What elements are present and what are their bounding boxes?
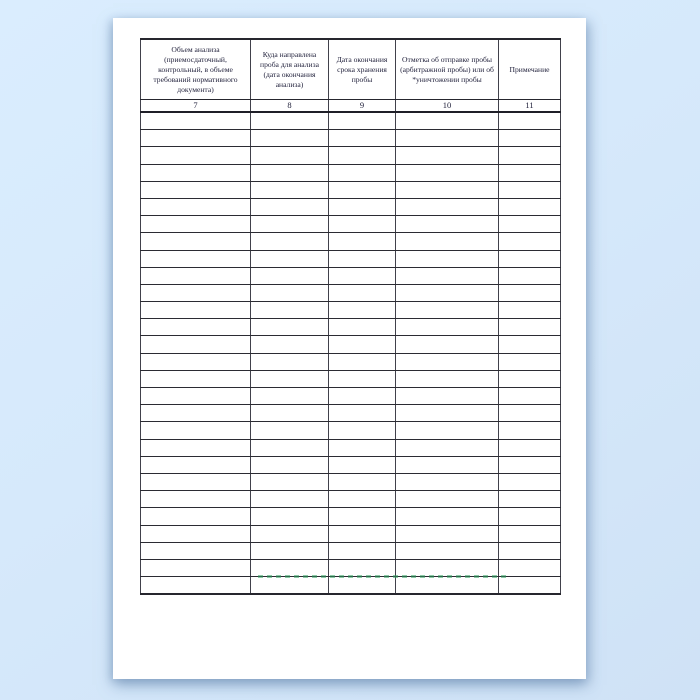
empty-cell [251, 388, 329, 405]
empty-cell [396, 508, 499, 525]
empty-cell [251, 112, 329, 130]
empty-cell [329, 542, 396, 559]
empty-cell [396, 233, 499, 250]
empty-cell [329, 439, 396, 456]
empty-data-row [141, 216, 561, 233]
empty-cell [499, 233, 561, 250]
empty-cell [499, 473, 561, 490]
empty-data-row [141, 456, 561, 473]
column-header-11: Примечание [499, 39, 561, 100]
empty-cell [251, 233, 329, 250]
empty-cell [329, 164, 396, 181]
empty-cell [329, 559, 396, 576]
empty-cell [141, 267, 251, 284]
empty-cell [329, 405, 396, 422]
empty-data-row [141, 353, 561, 370]
empty-cell [329, 525, 396, 542]
empty-cell [396, 164, 499, 181]
empty-data-row [141, 577, 561, 595]
empty-cell [396, 267, 499, 284]
empty-cell [141, 130, 251, 147]
empty-cell [251, 164, 329, 181]
empty-cell [141, 422, 251, 439]
empty-cell [329, 577, 396, 595]
empty-cell [141, 302, 251, 319]
empty-cell [396, 577, 499, 595]
column-header-9: Дата окончания срока хранения пробы [329, 39, 396, 100]
empty-data-row [141, 370, 561, 387]
empty-data-row [141, 388, 561, 405]
empty-cell [396, 130, 499, 147]
empty-cell [141, 233, 251, 250]
empty-cell [141, 439, 251, 456]
empty-cell [141, 250, 251, 267]
empty-cell [499, 336, 561, 353]
empty-cell [499, 491, 561, 508]
empty-data-row [141, 559, 561, 576]
empty-cell [396, 216, 499, 233]
column-number-7: 7 [141, 100, 251, 113]
empty-data-row [141, 284, 561, 301]
empty-cell [499, 508, 561, 525]
empty-cell [499, 577, 561, 595]
empty-cell [251, 422, 329, 439]
empty-cell [141, 525, 251, 542]
empty-cell [396, 525, 499, 542]
empty-cell [499, 439, 561, 456]
empty-cell [329, 353, 396, 370]
empty-cell [141, 336, 251, 353]
empty-cell [251, 456, 329, 473]
empty-cell [499, 216, 561, 233]
column-header-10: Отметка об отправке пробы (арбитражной пробы) или об *уничтожении пробы [396, 39, 499, 100]
column-number-9: 9 [329, 100, 396, 113]
empty-cell [251, 284, 329, 301]
empty-cell [329, 388, 396, 405]
empty-cell [251, 336, 329, 353]
table-header-row [141, 39, 561, 100]
empty-cell [396, 405, 499, 422]
empty-cell [499, 422, 561, 439]
empty-cell [141, 473, 251, 490]
empty-cell [396, 112, 499, 130]
empty-data-row [141, 422, 561, 439]
empty-cell [396, 319, 499, 336]
empty-cell [251, 181, 329, 198]
empty-cell [251, 370, 329, 387]
empty-cell [251, 302, 329, 319]
empty-data-row [141, 250, 561, 267]
empty-cell [499, 542, 561, 559]
empty-cell [499, 353, 561, 370]
empty-cell [251, 319, 329, 336]
empty-data-row [141, 198, 561, 215]
empty-cell [329, 336, 396, 353]
empty-cell [499, 267, 561, 284]
empty-cell [251, 439, 329, 456]
empty-cell [499, 112, 561, 130]
empty-cell [396, 336, 499, 353]
empty-cell [329, 319, 396, 336]
empty-cell [396, 388, 499, 405]
empty-data-row [141, 439, 561, 456]
empty-cell [499, 164, 561, 181]
empty-cell [499, 250, 561, 267]
empty-cell [141, 112, 251, 130]
empty-cell [251, 577, 329, 595]
empty-cell [141, 456, 251, 473]
empty-cell [141, 319, 251, 336]
empty-cell [251, 353, 329, 370]
empty-data-row [141, 181, 561, 198]
empty-cell [329, 302, 396, 319]
empty-cell [329, 267, 396, 284]
empty-cell [499, 559, 561, 576]
empty-cell [396, 181, 499, 198]
empty-data-row [141, 508, 561, 525]
empty-cell [251, 130, 329, 147]
empty-data-row [141, 336, 561, 353]
empty-cell [251, 216, 329, 233]
empty-cell [396, 147, 499, 164]
empty-cell [396, 542, 499, 559]
empty-cell [141, 284, 251, 301]
column-number-10: 10 [396, 100, 499, 113]
empty-cell [329, 422, 396, 439]
empty-cell [329, 147, 396, 164]
empty-cell [499, 302, 561, 319]
empty-cell [396, 422, 499, 439]
empty-cell [396, 491, 499, 508]
empty-cell [141, 164, 251, 181]
empty-cell [141, 542, 251, 559]
empty-cell [396, 198, 499, 215]
empty-cell [396, 456, 499, 473]
empty-data-row [141, 525, 561, 542]
empty-cell [141, 353, 251, 370]
empty-cell [499, 130, 561, 147]
empty-data-row [141, 473, 561, 490]
empty-cell [396, 284, 499, 301]
column-number-row [141, 100, 561, 113]
empty-data-row [141, 130, 561, 147]
empty-cell [499, 198, 561, 215]
empty-cell [396, 250, 499, 267]
empty-cell [329, 491, 396, 508]
document-page [113, 18, 586, 679]
empty-cell [499, 405, 561, 422]
empty-cell [141, 181, 251, 198]
empty-cell [141, 508, 251, 525]
empty-cell [499, 319, 561, 336]
empty-cell [141, 577, 251, 595]
empty-cell [141, 388, 251, 405]
empty-data-row [141, 147, 561, 164]
empty-cell [141, 405, 251, 422]
empty-cell [396, 473, 499, 490]
empty-data-row [141, 542, 561, 559]
empty-data-row [141, 302, 561, 319]
empty-cell [141, 559, 251, 576]
empty-data-row [141, 405, 561, 422]
empty-cell [329, 473, 396, 490]
empty-cell [329, 456, 396, 473]
empty-cell [329, 508, 396, 525]
empty-cell [251, 525, 329, 542]
empty-cell [499, 181, 561, 198]
column-header-8: Куда направлена проба для анализа (дата окончания анализа) [251, 39, 329, 100]
empty-cell [329, 370, 396, 387]
journal-table [140, 38, 561, 595]
empty-cell [329, 112, 396, 130]
empty-cell [499, 456, 561, 473]
empty-cell [396, 559, 499, 576]
empty-cell [251, 147, 329, 164]
empty-cell [396, 439, 499, 456]
empty-cell [251, 198, 329, 215]
empty-cell [251, 508, 329, 525]
empty-cell [251, 250, 329, 267]
empty-data-row [141, 267, 561, 284]
column-header-7: Объем анализа (приемосдаточный, контрольный, в объеме требований нормативного документа) [141, 39, 251, 100]
empty-cell [251, 542, 329, 559]
empty-data-row [141, 491, 561, 508]
empty-cell [499, 147, 561, 164]
empty-cell [329, 181, 396, 198]
empty-cell [396, 370, 499, 387]
empty-cell [329, 284, 396, 301]
empty-cell [251, 267, 329, 284]
column-number-11: 11 [499, 100, 561, 113]
empty-cell [329, 198, 396, 215]
empty-cell [499, 370, 561, 387]
empty-cell [141, 491, 251, 508]
empty-cell [251, 405, 329, 422]
empty-cell [329, 130, 396, 147]
empty-data-row [141, 319, 561, 336]
empty-cell [251, 491, 329, 508]
empty-data-row [141, 112, 561, 130]
empty-cell [141, 216, 251, 233]
empty-cell [499, 388, 561, 405]
empty-cell [251, 473, 329, 490]
empty-cell [396, 353, 499, 370]
empty-cell [396, 302, 499, 319]
empty-cell [141, 370, 251, 387]
empty-cell [329, 233, 396, 250]
column-number-8: 8 [251, 100, 329, 113]
empty-data-row [141, 233, 561, 250]
empty-cell [141, 147, 251, 164]
empty-cell [499, 525, 561, 542]
empty-cell [251, 559, 329, 576]
empty-cell [329, 250, 396, 267]
empty-data-row [141, 164, 561, 181]
empty-cell [329, 216, 396, 233]
empty-cell [141, 198, 251, 215]
empty-cell [499, 284, 561, 301]
